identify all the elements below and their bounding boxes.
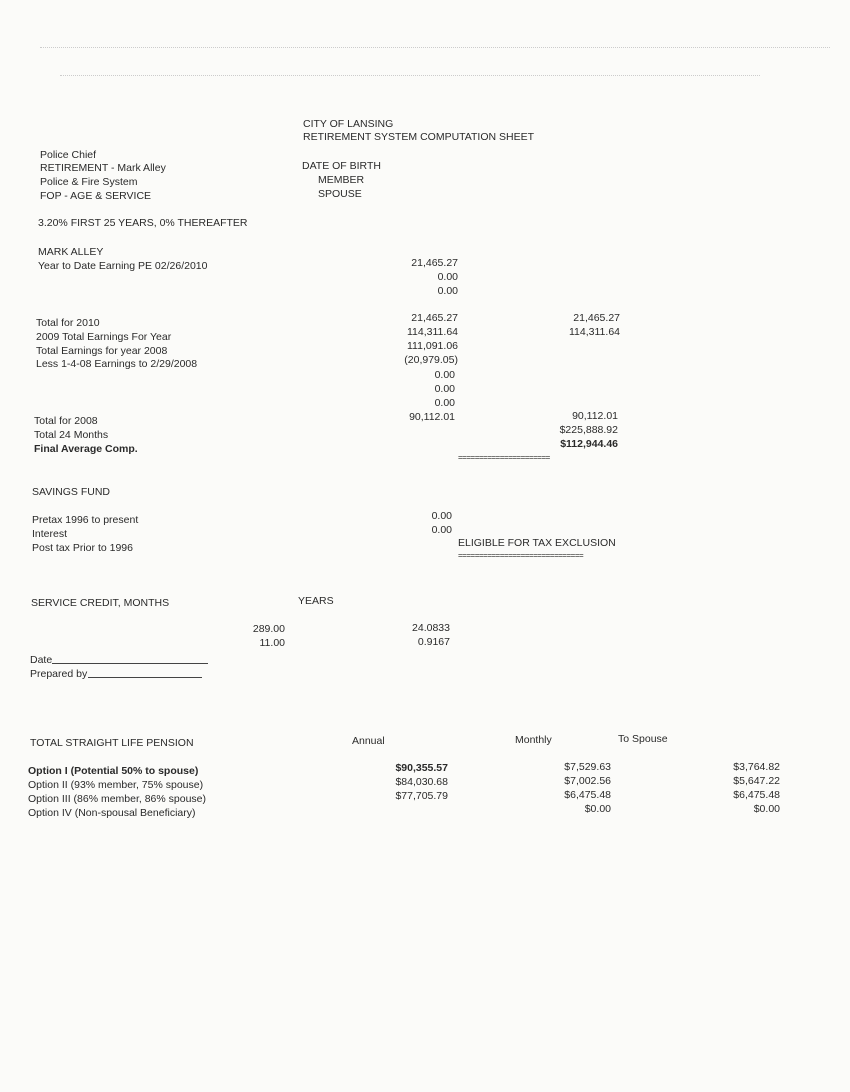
earnings-value: 114,311.64: [407, 326, 458, 338]
savings-title: SAVINGS FUND: [32, 486, 110, 498]
savings-value: 0.00: [431, 524, 452, 536]
earnings-label: Total Earnings for year 2008: [36, 345, 168, 357]
city-name: CITY OF LANSING: [303, 118, 394, 130]
earnings-value: 0.00: [434, 397, 455, 409]
option-spouse: $6,475.48: [733, 789, 780, 801]
total-value: $225,888.92: [559, 424, 618, 436]
total-24-label: Total 24 Months: [34, 429, 109, 441]
tax-exclusion-underline: ==============================: [458, 551, 584, 560]
earnings-value: 0.00: [434, 383, 455, 395]
spouse-label: SPOUSE: [318, 188, 362, 200]
option-spouse: $0.00: [753, 803, 780, 815]
total-underline: ======================: [458, 453, 550, 462]
ytd-label: Year to Date Earning PE 02/26/2010: [38, 260, 208, 272]
sheet-title: RETIREMENT SYSTEM COMPUTATION SHEET: [303, 131, 535, 143]
tax-exclusion-label: ELIGIBLE FOR TAX EXCLUSION: [458, 537, 616, 549]
retirement-name: RETIREMENT - Mark Alley: [40, 162, 166, 174]
savings-label: Post tax Prior to 1996: [32, 542, 133, 554]
savings-label: Interest: [32, 528, 68, 540]
option-spouse: $3,764.82: [733, 761, 780, 773]
option-label: Option II (93% member, 75% spouse): [28, 779, 204, 791]
earnings-value: 0.00: [434, 369, 455, 381]
monthly-column-header: Monthly: [515, 734, 552, 746]
service-credit-label: SERVICE CREDIT, MONTHS: [31, 597, 170, 609]
prepared-by-label: Prepared by: [30, 668, 88, 680]
option-annual: $77,705.79: [395, 790, 448, 802]
total-value: 90,112.01: [572, 410, 618, 422]
years-label: YEARS: [298, 595, 334, 607]
position: Police Chief: [40, 149, 97, 161]
dob-label: DATE OF BIRTH: [302, 160, 381, 172]
date-line: [52, 663, 208, 664]
earnings-value: 111,091.06: [407, 340, 458, 352]
annual-column-header: Annual: [352, 735, 385, 747]
member-label: MEMBER: [318, 174, 365, 186]
member-name: MARK ALLEY: [38, 246, 104, 258]
option-label: Option III (86% member, 86% spouse): [28, 793, 207, 805]
service-months: 289.00: [252, 623, 285, 635]
option-annual: $90,355.57: [395, 762, 448, 774]
service-years: 24.0833: [412, 622, 450, 634]
option-monthly: $0.00: [584, 803, 611, 815]
option-spouse: $5,647.22: [733, 775, 780, 787]
ytd-value: 21,465.27: [411, 257, 458, 269]
earnings-right-value: 114,311.64: [569, 326, 620, 338]
ytd-value: 0.00: [437, 271, 458, 283]
prepared-by-line: [88, 677, 202, 678]
plan-name: FOP - AGE & SERVICE: [40, 190, 152, 202]
savings-label: Pretax 1996 to present: [32, 514, 139, 526]
earnings-value: 21,465.27: [411, 312, 458, 324]
savings-value: 0.00: [431, 510, 452, 522]
total-2008-label: Total for 2008: [34, 415, 98, 427]
option-monthly: $7,002.56: [564, 775, 611, 787]
earnings-value: 90,112.01: [409, 411, 455, 423]
earnings-label: Less 1-4-08 Earnings to 2/29/2008: [36, 358, 198, 370]
spouse-column-header: To Spouse: [618, 733, 668, 745]
service-months: 11.00: [259, 637, 285, 649]
option-monthly: $6,475.48: [564, 789, 611, 801]
option-monthly: $7,529.63: [564, 761, 611, 773]
ytd-value: 0.00: [437, 285, 458, 297]
final-average-value: $112,944.46: [560, 438, 618, 450]
earnings-value: (20,979.05): [404, 354, 458, 366]
option-label: Option I (Potential 50% to spouse): [28, 765, 199, 777]
earnings-label: 2009 Total Earnings For Year: [36, 331, 172, 343]
final-average-label: Final Average Comp.: [34, 443, 138, 455]
earnings-right-value: 21,465.27: [573, 312, 620, 324]
date-label: Date: [30, 654, 53, 666]
pension-title: TOTAL STRAIGHT LIFE PENSION: [30, 737, 194, 749]
earnings-label: Total for 2010: [36, 317, 100, 329]
scan-line: [40, 47, 830, 48]
service-years: 0.9167: [417, 636, 450, 648]
scan-line: [60, 75, 760, 76]
system-name: Police & Fire System: [40, 176, 138, 188]
multiplier: 3.20% FIRST 25 YEARS, 0% THEREAFTER: [38, 217, 248, 229]
option-label: Option IV (Non-spousal Beneficiary): [28, 807, 196, 819]
option-annual: $84,030.68: [395, 776, 448, 788]
